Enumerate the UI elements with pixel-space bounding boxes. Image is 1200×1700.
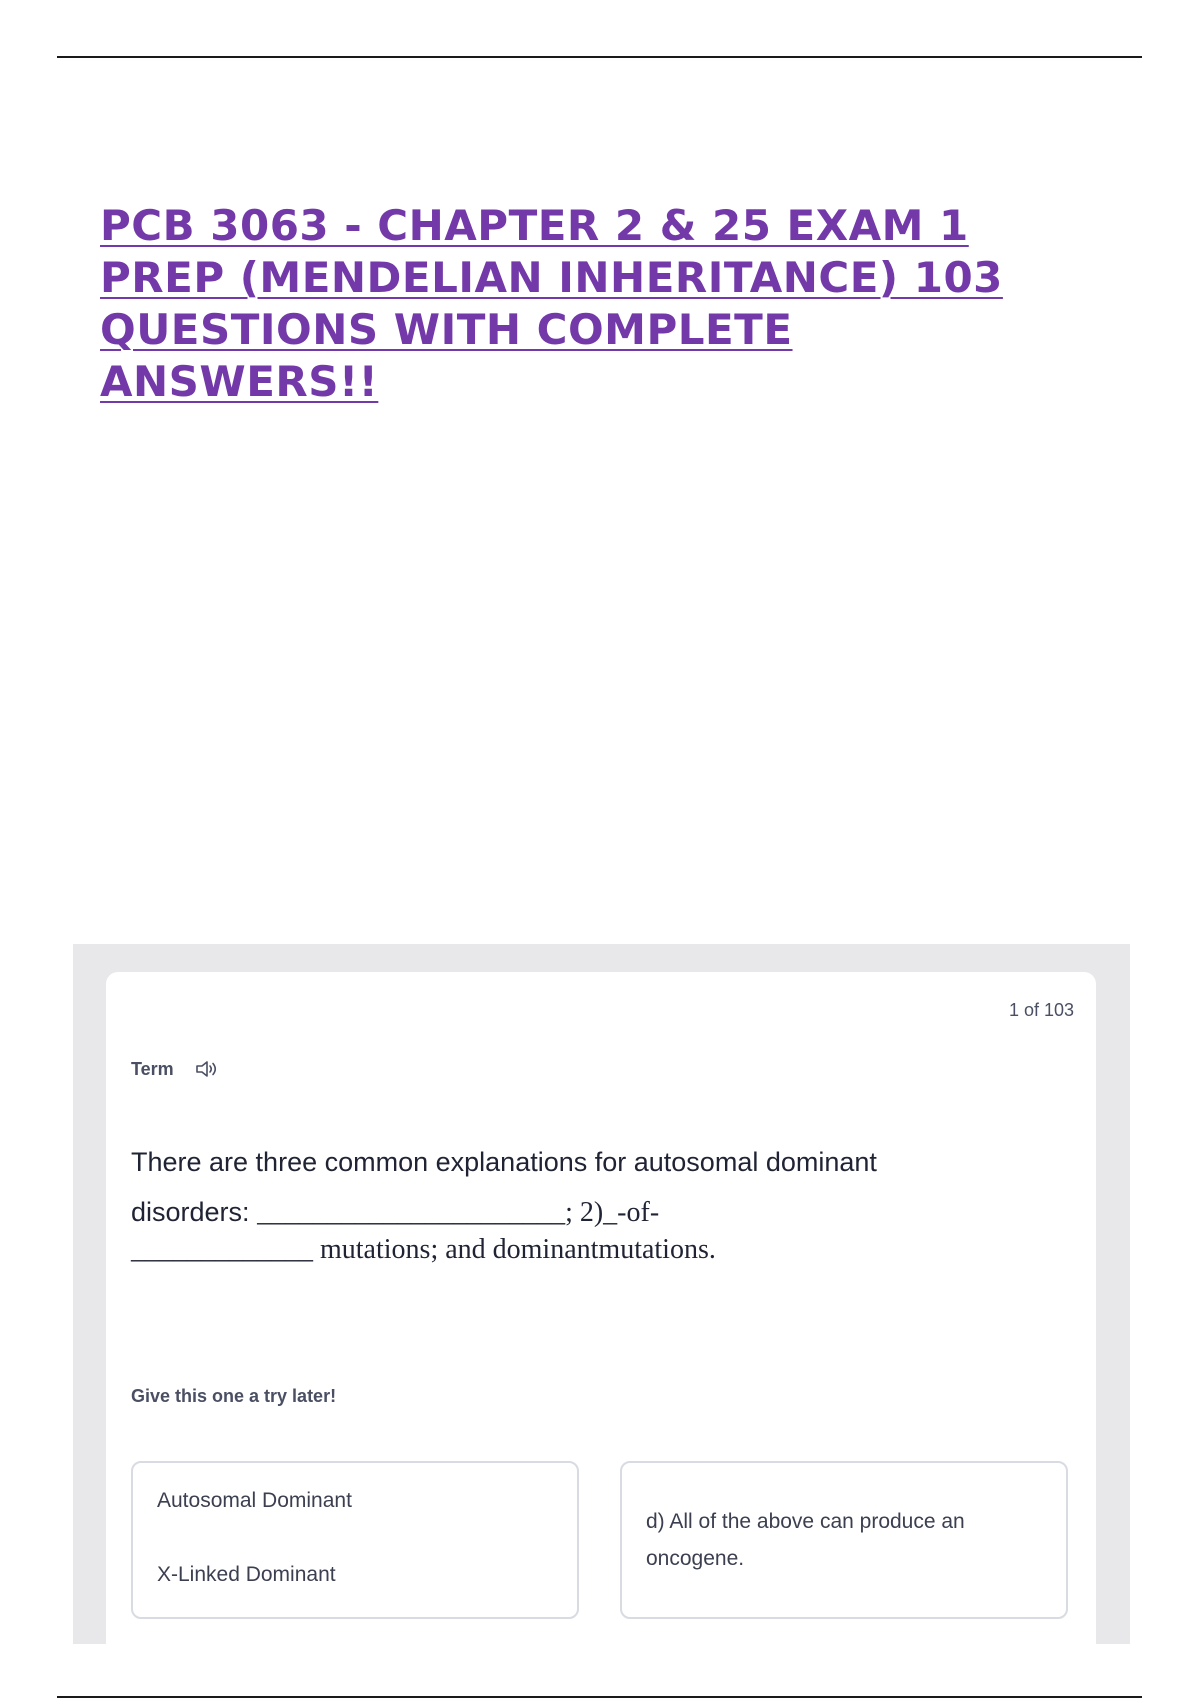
answer-option-1-line-1: Autosomal Dominant xyxy=(157,1489,352,1512)
question-line-2 xyxy=(131,1194,1071,1232)
question-line-3: _____________ mutations; and dominantmutations. xyxy=(131,1234,716,1265)
term-header xyxy=(131,1058,220,1080)
speaker-icon[interactable] xyxy=(194,1058,220,1080)
term-label: Term xyxy=(131,1058,174,1079)
question-line-2-start: disorders: xyxy=(131,1197,258,1227)
flashcard xyxy=(106,972,1096,1662)
bottom-rule xyxy=(57,1696,1142,1698)
answer-option-2[interactable] xyxy=(620,1461,1068,1619)
question-line-2-blank: ______________________; 2)_-of- xyxy=(257,1197,660,1228)
document-title: PCB 3063 - CHAPTER 2 & 25 EXAM 1 PREP (MENDELIAN INHERITANCE) 103 QUESTIONS WITH COMPLETE ANSWERS!! xyxy=(100,201,1003,406)
top-rule xyxy=(57,56,1142,58)
question-text xyxy=(131,1144,1071,1268)
try-later-hint: Give this one a try later! xyxy=(131,1386,337,1406)
card-counter: 1 of 103 xyxy=(1008,1000,1074,1020)
answer-option-1-line-2: X-Linked Dominant xyxy=(157,1563,336,1586)
answer-option-1[interactable] xyxy=(131,1461,579,1619)
answer-option-2-text: d) All of the above can produce an oncogene. xyxy=(646,1510,965,1570)
question-line-1: There are three common explanations for autosomal dominant xyxy=(131,1147,877,1177)
